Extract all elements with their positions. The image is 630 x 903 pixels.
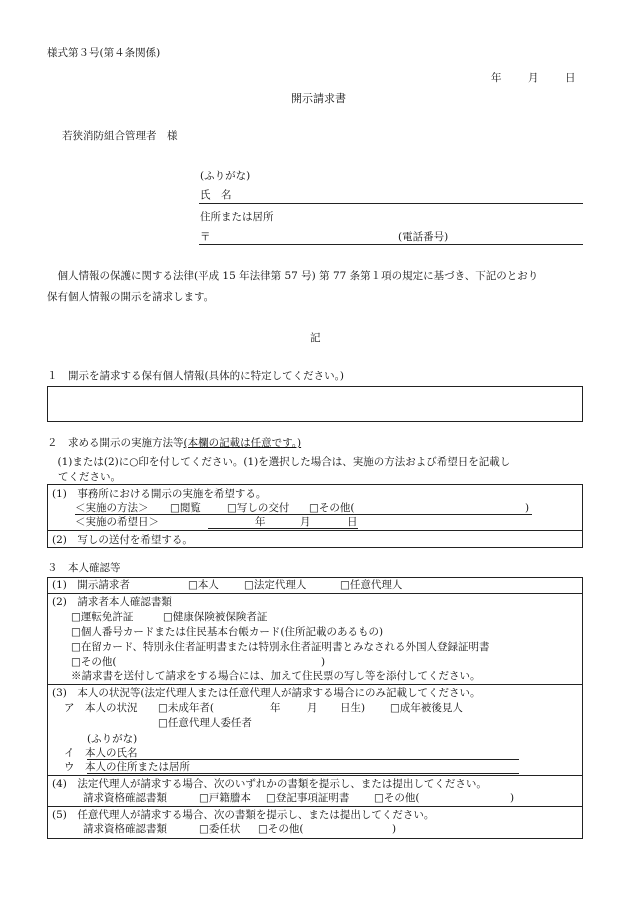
postal-mark: 〒 [200,231,211,243]
registry-certificate-checkbox[interactable]: □登記事項証明書 [266,792,350,804]
form-number: 様式第３号(第４条関係) [47,47,161,59]
requester-type-label: (1) 開示請求者 [52,579,130,591]
requester-self-checkbox[interactable]: □本人 [188,579,219,591]
minor-checkbox[interactable]: □未成年者( [158,702,215,714]
desired-date-year: 年 [255,516,266,528]
row-divider-1 [47,593,583,594]
id-docs-label: (2) 請求者本人確認書類 [52,596,172,608]
health-insurance-checkbox[interactable]: □健康保険被保険者証 [163,611,268,623]
principal-address-line[interactable] [87,773,519,774]
legal-other-checkbox[interactable]: □その他( [374,792,420,804]
requester-legal-agent-checkbox[interactable]: □法定代理人 [244,579,307,591]
desired-date-day: 日 [347,516,358,528]
option-office-disclosure[interactable]: (1) 事務所における開示の実施を希望する。 [52,488,267,500]
id-other-checkbox[interactable]: □その他( [71,656,117,668]
minor-birth-year: 年 [270,702,281,714]
principal-address-label: ウ 本人の住所または居所 [64,761,190,773]
intro-line-2: 保有個人情報の開示を請求します。 [47,291,215,303]
power-of-attorney-checkbox[interactable]: □委任状 [199,823,241,835]
section2-heading-text: ２ 求める開示の実施方法等 [47,437,184,449]
desired-date-month: 月 [300,516,311,528]
applicant-name-line[interactable] [199,203,583,204]
intro-line-1: 個人情報の保護に関する法律(平成 15 年法律第 57 号) 第 77 条第１項の規定に基づき、下記のとおり [47,270,539,282]
principal-name-label: イ 本人の氏名 [64,747,138,759]
option-mail-copy[interactable]: (2) 写しの送付を希望する。 [52,534,193,546]
voluntary-agent-docs-label: (5) 任意代理人が請求する場合、次の書類を提示し、または提出してください。 [52,809,435,821]
row-divider-2 [47,684,583,685]
desired-date-label: ＜実施の希望日＞ [75,516,159,528]
desired-date-underline[interactable] [208,528,358,529]
voluntary-other-checkbox[interactable]: □その他( [258,823,304,835]
principal-status-a: ア 本人の状況 [64,702,138,714]
id-other-close: ) [321,656,326,668]
residence-card-checkbox[interactable]: □在留カード、特別永住者証明書または特別永住者証明書とみなされる外国人登録証明書 [71,641,490,653]
form-title: 開示請求書 [291,92,346,105]
legal-other-close: ) [510,792,515,804]
applicant-address-label: 住所または居所 [200,211,274,223]
phone-label: (電話番号) [398,231,449,243]
date-year-label: 年 [491,72,502,84]
applicant-address-line[interactable] [199,244,583,245]
disclosure-method-divider [47,530,583,531]
requested-info-field[interactable] [47,386,583,422]
my-number-card-checkbox[interactable]: □個人番号カードまたは住民基本台帳カード(住所記載のあるもの) [71,626,384,638]
section2-optional-note: (本欄の記載は任意です。) [183,437,302,449]
voluntary-agent-docs-type: 請求資格確認書類 [83,823,167,835]
method-underline [75,514,532,515]
adult-guardian-checkbox[interactable]: □成年被後見人 [390,702,463,714]
method-view-checkbox[interactable]: □閲覧 [170,502,201,514]
addressee: 若狭消防組合管理者 様 [62,130,178,142]
ki-mark: 記 [310,332,321,344]
section2-heading [47,438,301,449]
voluntary-principal-checkbox[interactable]: □任意代理人委任者 [158,717,252,729]
applicant-name-label: 氏 名 [200,189,232,201]
method-other-close: ) [525,502,530,514]
drivers-license-checkbox[interactable]: □運転免許証 [71,611,134,623]
voluntary-other-close: ) [392,823,397,835]
legal-agent-docs-label: (4) 法定代理人が請求する場合、次のいずれかの書類を提示し、または提出してください。 [52,778,487,790]
principal-furigana-label: (ふりがな) [87,733,138,745]
date-month-label: 月 [528,72,539,84]
minor-birth-month: 月 [307,702,318,714]
family-register-checkbox[interactable]: □戸籍謄本 [199,792,251,804]
row-divider-4 [47,806,583,807]
minor-birth-day: 日生) [340,702,366,714]
row-divider-3 [47,775,583,776]
section1-heading: １ 開示を請求する保有個人情報(具体的に特定してください。) [47,370,344,382]
legal-agent-docs-type: 請求資格確認書類 [83,792,167,804]
section2-instruction-1: (1)または(2)に○印を付してください。(1)を選択した場合は、実施の方法および希望日を記載し [47,456,511,468]
principal-name-line[interactable] [87,759,519,760]
method-other-checkbox[interactable]: □その他( [309,502,355,514]
method-label: ＜実施の方法＞ [75,502,149,514]
section2-instruction-2: てください。 [58,471,121,483]
mail-note: ※請求書を送付して請求をする場合には、加えて住民票の写し等を添付してください。 [71,670,481,682]
requester-voluntary-agent-checkbox[interactable]: □任意代理人 [340,579,403,591]
date-day-label: 日 [565,72,576,84]
section3-heading: ３ 本人確認等 [47,562,121,574]
applicant-furigana-label: (ふりがな) [200,170,251,182]
method-copy-checkbox[interactable]: □写しの交付 [227,502,290,514]
principal-status-label: (3) 本人の状況等(法定代理人または任意代理人が請求する場合にのみ記載してください。 [52,687,481,699]
